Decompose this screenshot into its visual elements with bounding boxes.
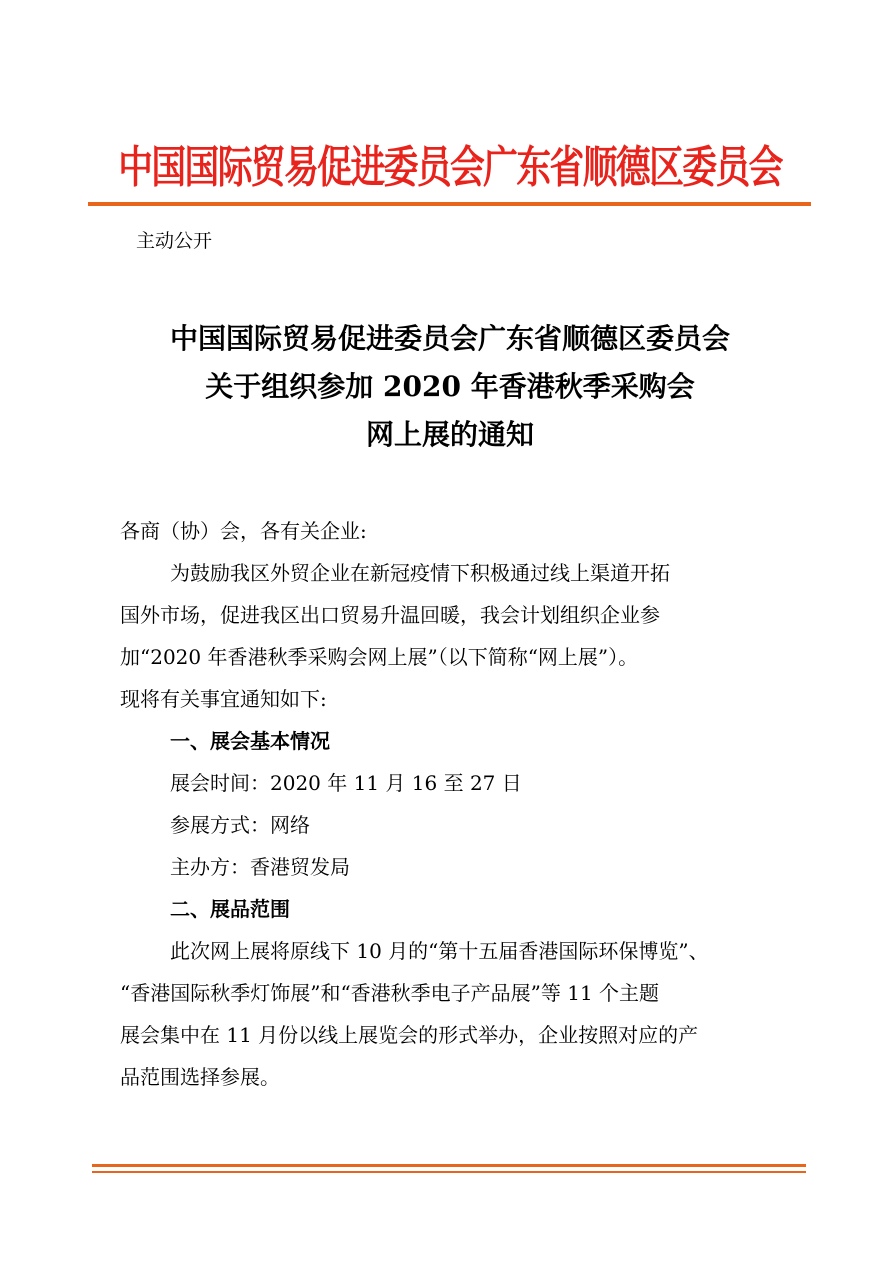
disclosure-label: 主动公开 bbox=[136, 230, 213, 252]
section-2-line-3: 展会集中在 11 月份以线上展览会的形式举办，企业按照对应的产 bbox=[120, 1023, 699, 1047]
exhibition-time: 展会时间：2020 年 11 月 16 至 27 日 bbox=[170, 771, 522, 795]
document-body bbox=[120, 510, 780, 1098]
intro-line-1: 为鼓励我区外贸企业在新冠疫情下积极通过线上渠道开拓 bbox=[170, 561, 670, 585]
intro-line-3: 加“2020 年香港秋季采购会网上展”（以下简称“网上展”）。 bbox=[120, 645, 639, 669]
salutation: 各商（协）会，各有关企业: bbox=[120, 519, 367, 543]
title-line-3: 网上展的通知 bbox=[365, 418, 534, 451]
section-1-heading: 一、展会基本情况 bbox=[170, 729, 330, 753]
section-2-line-1: 此次网上展将原线下 10 月的“第十五届香港国际环保博览”、 bbox=[170, 939, 709, 963]
masthead-title: 中国国际贸易促进委员会广东省顺德区委员会 bbox=[118, 142, 782, 193]
intro-paragraph bbox=[120, 552, 780, 720]
masthead-divider-rule bbox=[88, 202, 811, 206]
section-2-paragraph bbox=[120, 930, 780, 1098]
participation-mode: 参展方式：网络 bbox=[170, 813, 310, 837]
title-line-2: 关于组织参加 2020 年香港秋季采购会 bbox=[205, 370, 695, 403]
title-line-1: 中国国际贸易促进委员会广东省顺德区委员会 bbox=[169, 322, 730, 355]
document-title bbox=[90, 315, 810, 459]
masthead bbox=[90, 128, 810, 198]
intro-line-2: 国外市场，促进我区出口贸易升温回暖，我会计划组织企业参 bbox=[120, 603, 660, 627]
section-2-line-4: 品范围选择参展。 bbox=[120, 1065, 280, 1089]
footer-rule-thick bbox=[92, 1164, 806, 1167]
intro-line-4: 现将有关事宜通知如下: bbox=[120, 687, 327, 711]
section-2-line-2: “香港国际秋季灯饰展”和“香港秋季电子产品展”等 11 个主题 bbox=[120, 981, 660, 1005]
section-2-heading: 二、展品范围 bbox=[170, 897, 290, 921]
footer-rule-thin bbox=[92, 1171, 806, 1173]
organizer: 主办方：香港贸发局 bbox=[170, 855, 350, 879]
